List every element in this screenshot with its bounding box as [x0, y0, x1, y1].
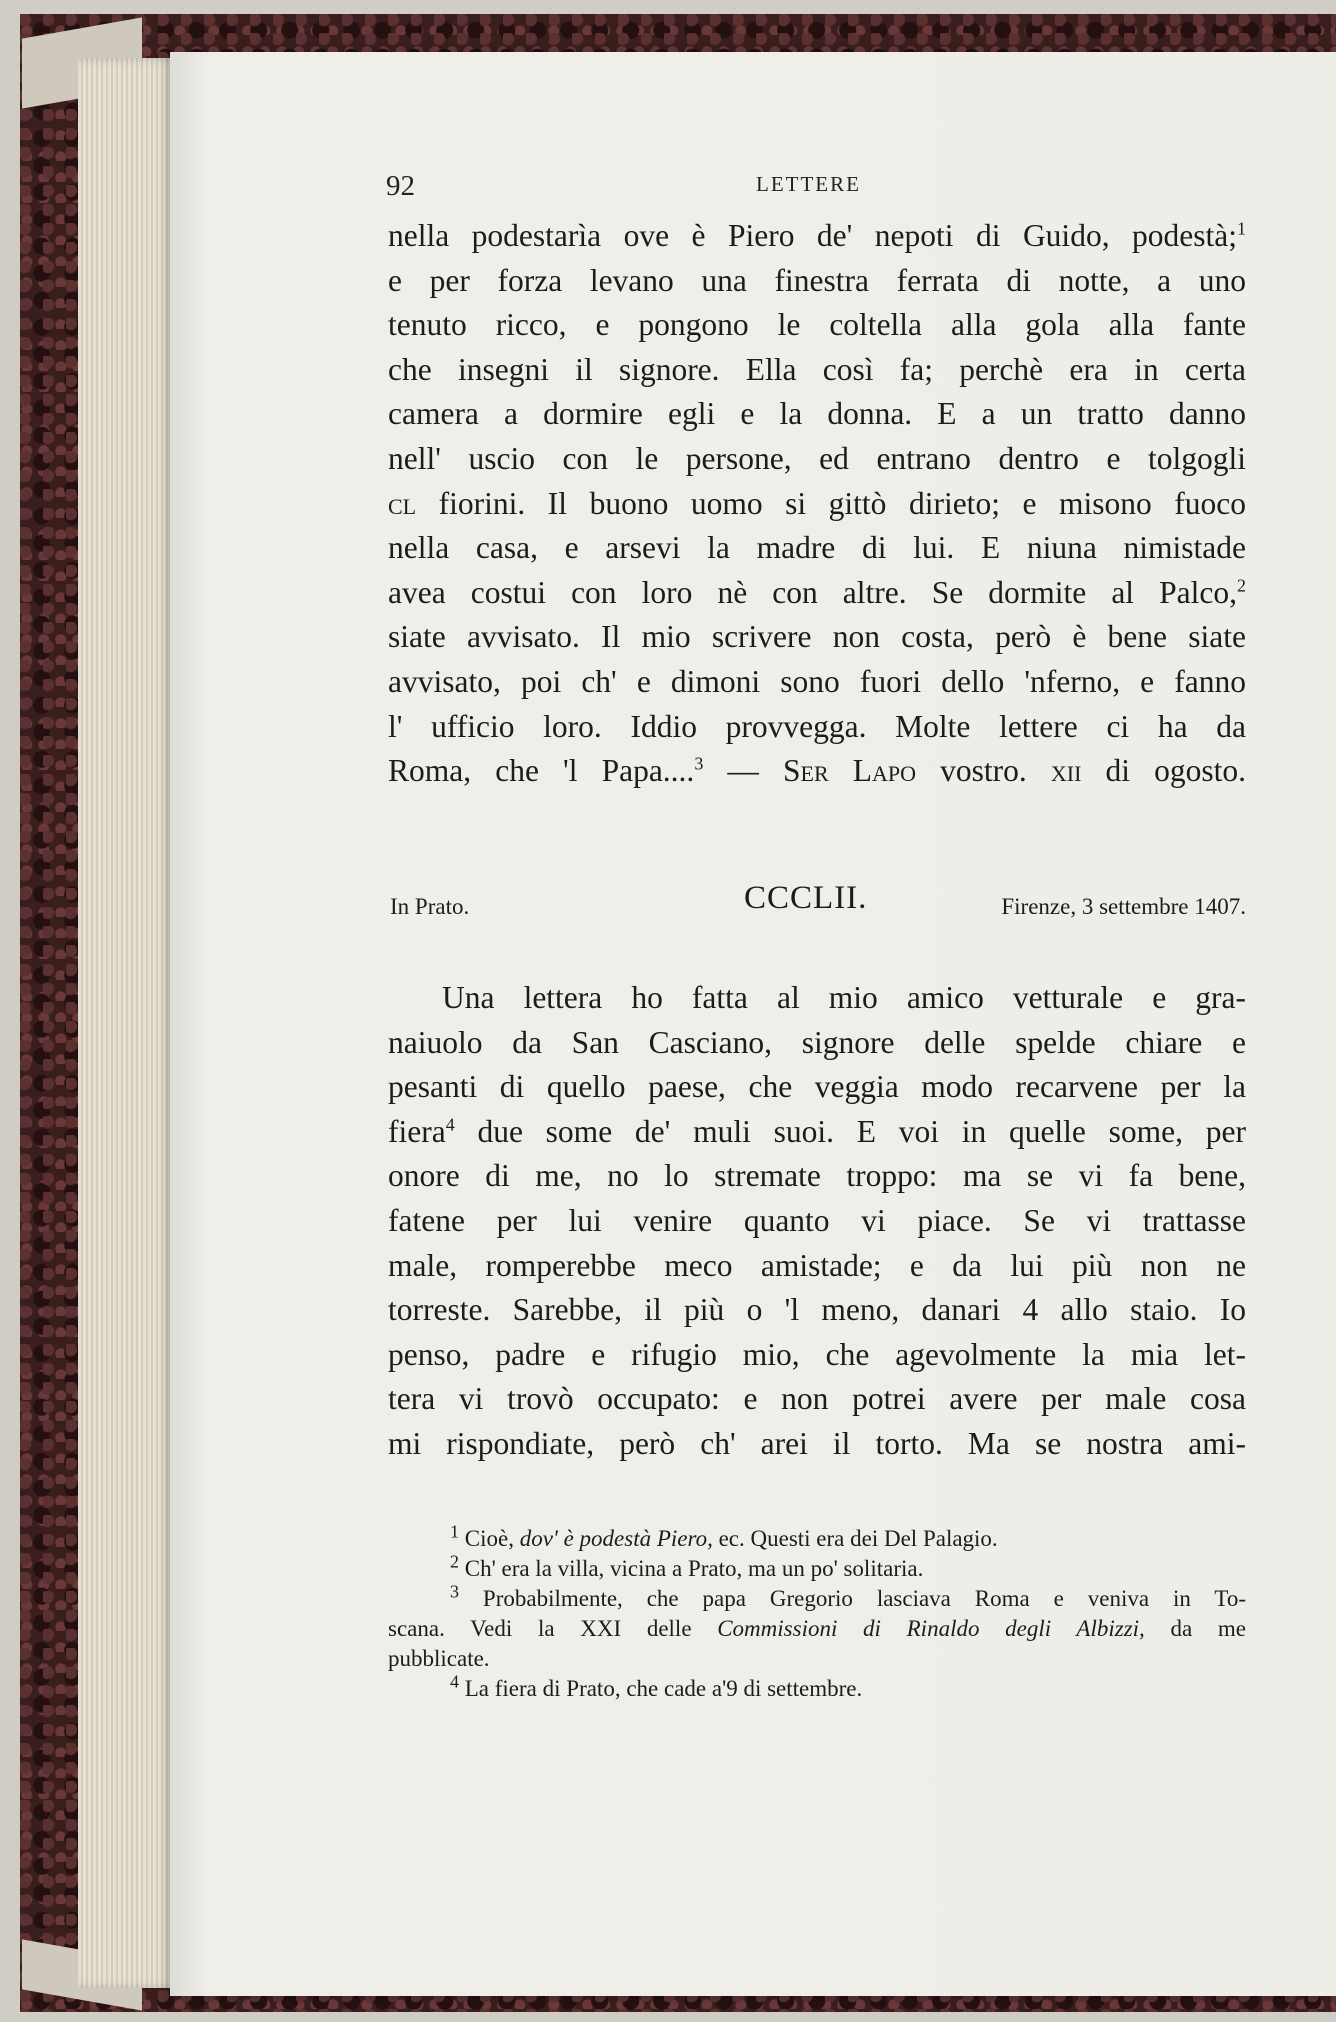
- text-line: avvisato, poi ch' e dimoni sono fuori dello 'nferno, e fanno: [388, 663, 1246, 699]
- amount-numeral: cl: [388, 485, 417, 521]
- text-line: tenuto ricco, e pongono le coltella alla gola alla fante: [388, 307, 1246, 343]
- footnote-ref: 2: [1237, 575, 1246, 596]
- text-line: avea costui con loro nè con altre. Se dormite al Palco,$^2$: [388, 574, 1246, 610]
- signature: Ser Lapo: [783, 753, 917, 789]
- letter-heading: [388, 880, 1246, 930]
- text-line: penso, padre e rifugio mio, che agevolmente la mia let-: [388, 1336, 1246, 1372]
- text-line: che insegni il signore. Ella così fa; perchè era in certa: [388, 351, 1246, 387]
- previous-letter-text: [388, 214, 1246, 794]
- text-line: tera vi trovò occupato: e non potrei avere per male cosa: [388, 1381, 1246, 1417]
- footnote: $^1$ Cioè, dov' è podestà Piero, ec. Questi era dei Del Palagio.: [450, 1521, 998, 1551]
- text-line: Roma, che 'l Papa....$^3$ — Ser Lapo vostro. xii di ogosto.: [388, 753, 1247, 789]
- footnotes: [388, 1521, 1246, 1704]
- footnote: $^4$ La fiera di Prato, che cade a'9 di settembre.: [450, 1671, 863, 1701]
- footnote-ref: 4: [445, 1114, 455, 1135]
- footnote: $^3$ Probabilmente, che papa Gregorio lasciava Roma e veniva in To-: [450, 1581, 1246, 1611]
- text-line: pesanti di quello paese, che veggia modo recarvene per la: [388, 1069, 1246, 1105]
- text-line: male, romperebbe meco amistade; e da lui più non ne: [388, 1247, 1246, 1283]
- text-line: Una lettera ho fatta al mio amico vetturale e gra-: [442, 980, 1246, 1015]
- footnote-ref: 3: [694, 753, 704, 774]
- text-line: nell' uscio con le persone, ed entrano dentro e tolgogli: [388, 440, 1246, 476]
- text-line: onore di me, no lo stremate troppo: ma se vi fa bene,: [388, 1158, 1246, 1194]
- text-line: cl fiorini. Il buono uomo si gittò dirieto; e misono fuoco: [388, 485, 1246, 521]
- footnote-continuation: scana. Vedi la XXI delle Commissioni di Rinaldo degli Albizzi, da me: [388, 1616, 1246, 1641]
- text-line: naiuolo da San Casciano, signore delle spelde chiare e: [388, 1024, 1246, 1060]
- text-line: camera a dormire egli e la donna. E a un tratto danno: [388, 396, 1246, 432]
- running-title: LETTERE: [756, 172, 861, 196]
- running-header: [386, 170, 1246, 206]
- text-line: nella podestarìa ove è Piero de' nepoti di Guido, podestà;$^1$: [388, 218, 1246, 253]
- footnote-continuation: pubblicate.: [388, 1646, 490, 1671]
- letter-text: [388, 976, 1246, 1467]
- text-line: torreste. Sarebbe, il più o 'l meno, danari 4 allo staio. Io: [388, 1292, 1246, 1328]
- letter-place-date: Firenze, 3 settembre 1407.: [1001, 894, 1246, 919]
- letter-recipient: In Prato.: [390, 894, 470, 919]
- text-line: mi rispondiate, però ch' arei il torto. Ma se nostra ami-: [388, 1425, 1246, 1461]
- letter-number: CCCLII.: [744, 880, 868, 916]
- text-line: e per forza levano una finestra ferrata di notte, a uno: [388, 262, 1246, 298]
- text-line: siate avvisato. Il mio scrivere non costa, però è bene siate: [388, 619, 1246, 655]
- footnote-ref: 1: [1237, 218, 1246, 239]
- footnote: $^2$ Ch' era la villa, vicina a Prato, ma un po' solitaria.: [450, 1551, 924, 1581]
- text-line: nella casa, e arsevi la madre di lui. E niuna nimistade: [388, 530, 1246, 566]
- text-line: l' ufficio loro. Iddio provvegga. Molte lettere ci ha da: [388, 708, 1246, 744]
- date-numeral: xii: [1050, 753, 1082, 789]
- text-line: fatene per lui venire quanto vi piace. Se vi trattasse: [388, 1202, 1246, 1238]
- text-line: fiera$^4$ due some de' muli suoi. E voi in quelle some, per: [388, 1113, 1246, 1149]
- page-number: 92: [386, 170, 415, 202]
